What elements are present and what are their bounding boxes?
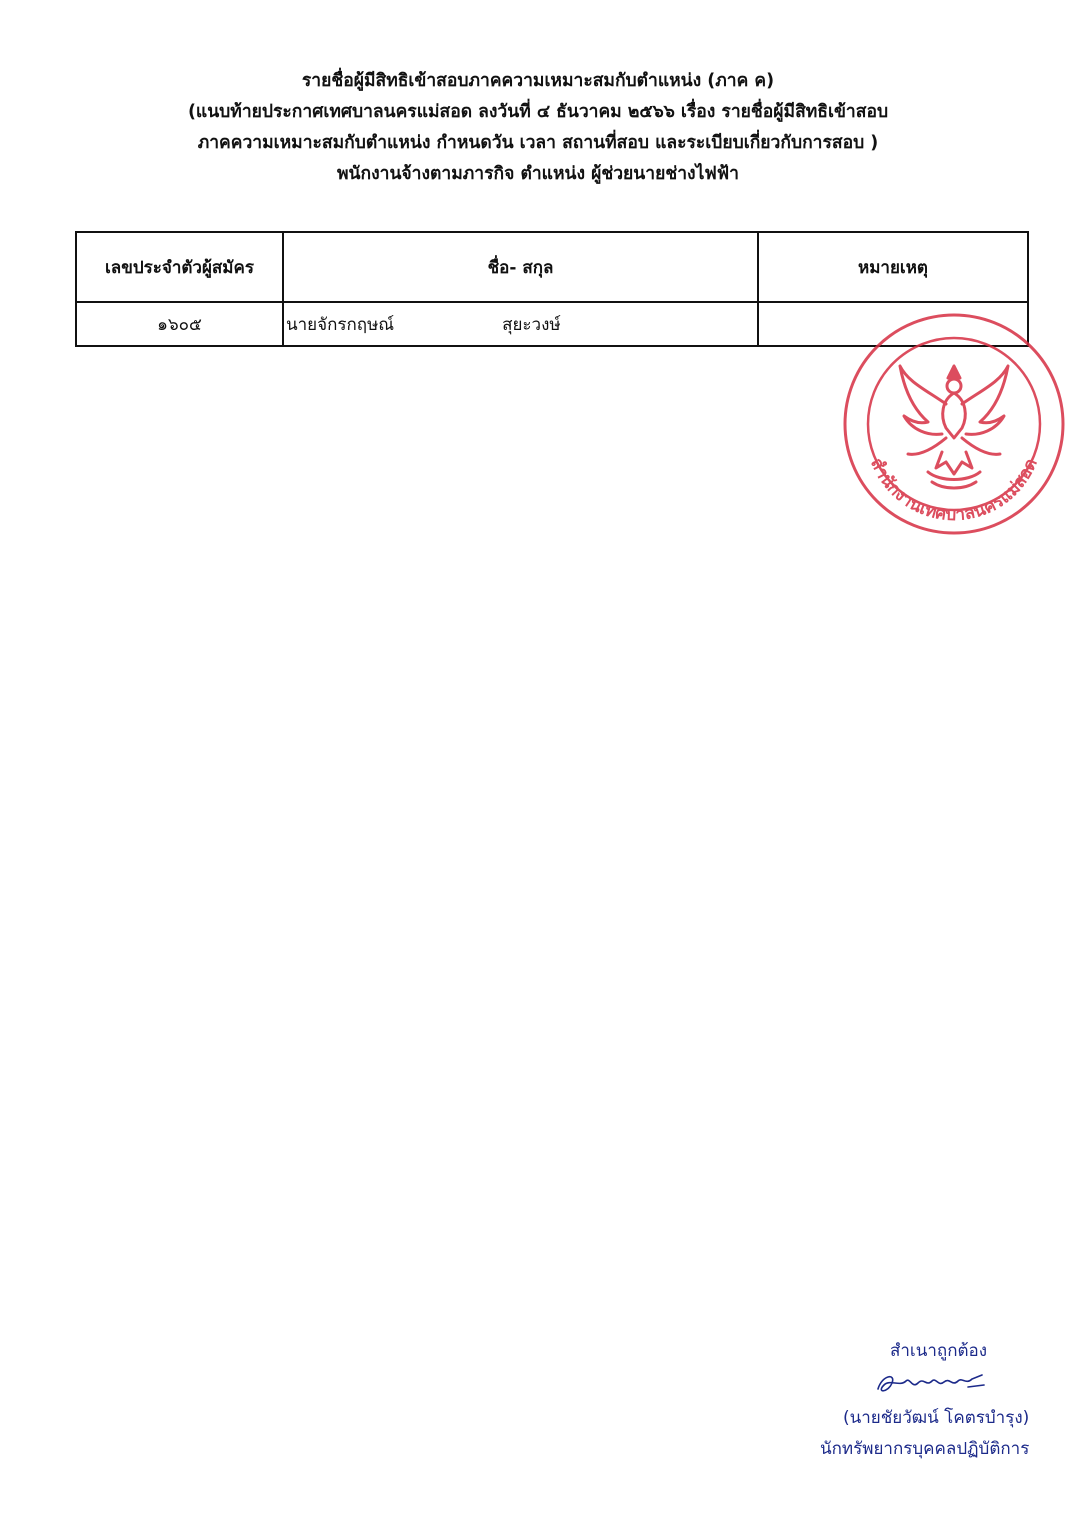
- certifier-position: นักทรัพยากรบุคคลปฏิบัติการ: [820, 1439, 1030, 1459]
- header-title: รายชื่อผู้มีสิทธิเข้าสอบภาคความเหมาะสมกับตำแหน่ง (ภาค ค): [301, 71, 775, 91]
- document-header: [0, 66, 1076, 190]
- certifier-name: (นายชัยวัฒน์ โคตรบำรุง): [843, 1408, 1030, 1428]
- header-position: พนักงานจ้างตามภารกิจ ตำแหน่ง ผู้ช่วยนายช่างไฟฟ้า: [336, 164, 739, 184]
- applicant-last-name: สุยะวงษ์: [502, 314, 561, 335]
- certified-copy-label: สำเนาถูกต้อง: [890, 1341, 988, 1361]
- official-seal-stamp: [842, 312, 1066, 536]
- header-reference: (แนบท้ายประกาศเทศบาลนครแม่สอด ลงวันที่ ๔ ธันวาคม ๒๕๖๖ เรื่อง รายชื่อผู้มีสิทธิเข้าสอบ: [187, 102, 889, 122]
- column-header-applicant-id: เลขประจำตัวผู้สมัคร: [76, 232, 283, 302]
- garuda-emblem-icon: [900, 366, 1008, 488]
- header-reference-cont: ภาคความเหมาะสมกับตำแหน่ง กำหนดวัน เวลา สถานที่สอบ และระเบียบเกี่ยวกับการสอบ ): [197, 133, 879, 153]
- signature-image: [872, 1367, 992, 1401]
- column-header-full-name: ชื่อ- สกุล: [283, 232, 758, 302]
- applicant-id-cell: ๑๖๐๕: [76, 302, 283, 346]
- table-header-row: [76, 232, 1028, 302]
- seal-text: สำนักงานเทศบาลนครแม่สอด: [866, 455, 1042, 526]
- applicant-first-name: นายจักรกฤษณ์: [286, 314, 395, 335]
- applicant-name-cell: [283, 302, 758, 346]
- column-header-remarks: หมายเหตุ: [758, 232, 1028, 302]
